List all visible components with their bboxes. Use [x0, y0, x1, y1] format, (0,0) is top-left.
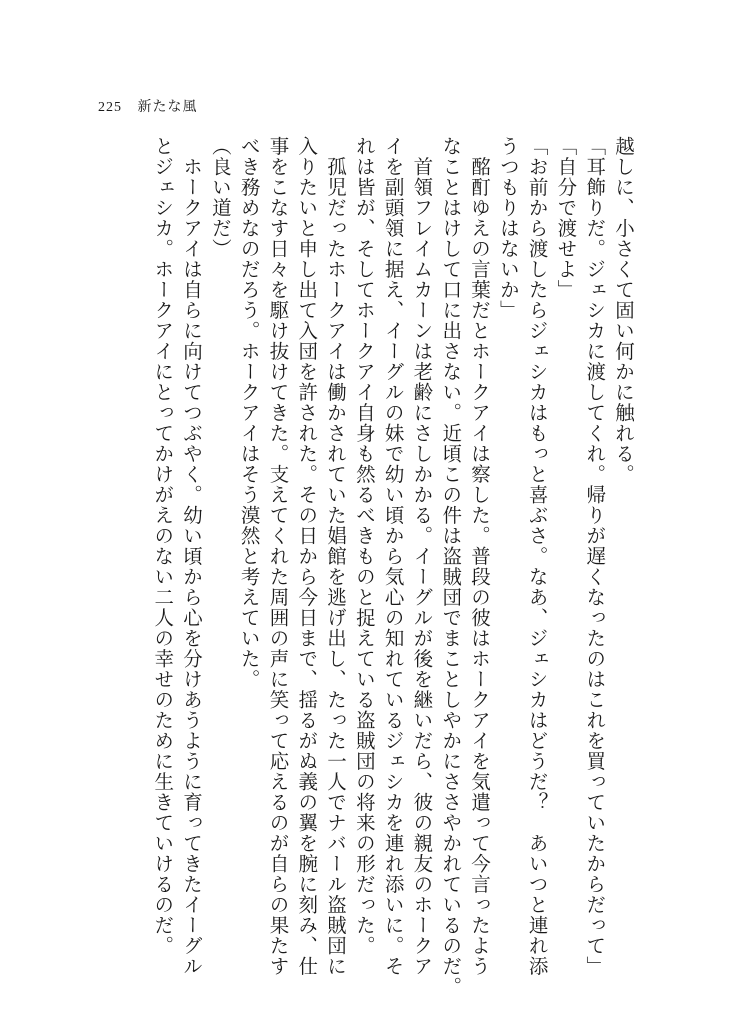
text-line: 「耳飾りだ。ジェシカに渡してくれ。帰りが遅くなったのはこれを買っていたからだって」 — [583, 136, 607, 977]
text-line: 越しに、小さくて固い何かに触れる。 — [612, 136, 635, 485]
vertical-body-text — [147, 136, 637, 997]
text-line: イを副頭領に据え、イーグルの妹で幼い頃から気心の知れているジェシカを連れ添いに。そ — [381, 136, 405, 977]
text-line: れは皆が、そしてホークアイ自身も然るべきものと捉えている盗賊団の将来の形だった。 — [352, 136, 376, 956]
text-line: うつもりはないか」 — [496, 136, 520, 321]
text-line: べき務めなのだろう。ホークアイはそう漠然と考えていた。 — [237, 136, 261, 690]
text-line: 孤児だったホークアイは働かされていた娼館を逃げ出し、たった一人でナバール盗賊団に — [324, 136, 348, 977]
text-line: 「お前から渡したらジェシカはもっと喜ぶさ。なあ、ジェシカはどうだ？ あいつと連れ添 — [525, 136, 549, 977]
chapter-title: 新たな風 — [137, 99, 198, 115]
text-line: （良い道だ） — [208, 136, 232, 259]
text-line: ホークアイは自らに向けてつぶやく。幼い頃から心を分けあうように育ってきたイーグル — [180, 136, 204, 977]
page-number: 225 — [98, 100, 122, 115]
text-line: 入りたいと申し出て入団を許された。その日から今日まで、揺るがぬ義の翼を腕に刻み、仕 — [295, 136, 319, 977]
text-line: 事をこなす日々を駆け抜けてきた。支えてくれた周囲の声に笑って応えるのが自らの果たす — [266, 136, 290, 977]
text-line: 酩酊ゆえの言葉だとホークアイは察した。普段の彼はホークアイを気遣って今言ったよう — [468, 136, 492, 977]
running-header — [98, 96, 197, 116]
text-line: 「自分で渡せよ」 — [554, 136, 578, 300]
text-line: とジェシカ。ホークアイにとってかけがえのない二人の幸せのために生きていけるのだ。 — [151, 136, 175, 956]
text-line: 首領フレイムカーンは老齢にさしかかる。イーグルが後を継いだら、彼の親友のホークア — [410, 136, 434, 977]
text-line: なことはけして口に出さない。近頃この件は盗賊団でまことしやかにささやかれているのだ。 — [439, 136, 463, 997]
